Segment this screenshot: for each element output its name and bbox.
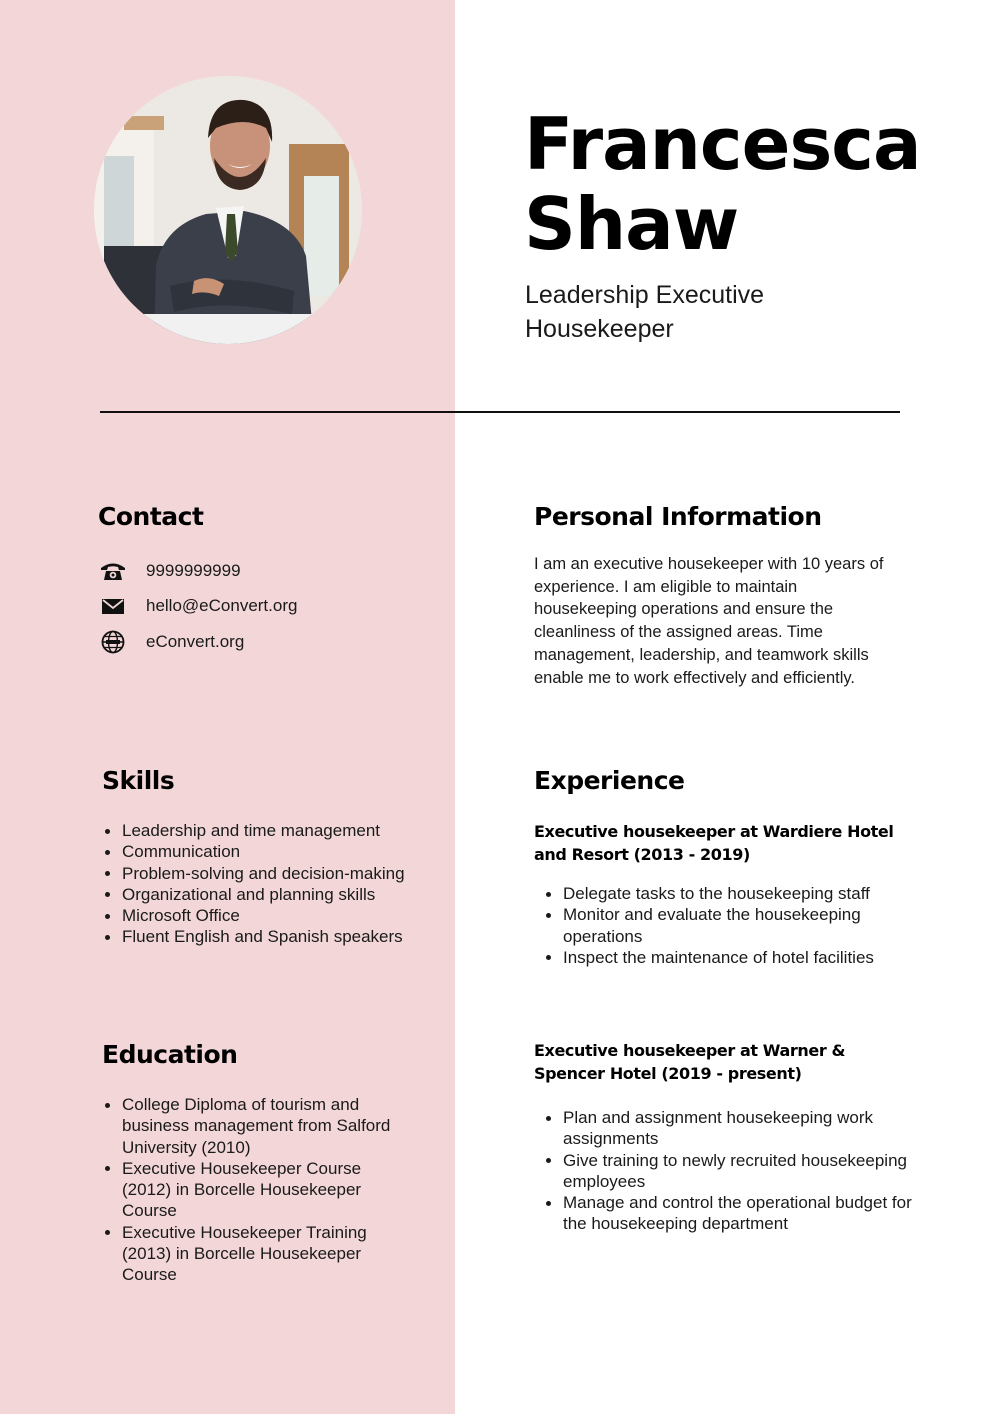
personal-info-text: I am an executive housekeeper with 10 years of experience. I am eligible to maintain housekeeping operations and ensure the cleanliness of the assigned areas. Time management, leadership, and teamwork skills enable me to work effectively and efficiently.: [534, 555, 884, 687]
skill-item: Problem-solving and decision-making: [102, 863, 442, 884]
phone-number[interactable]: 9999999999: [146, 560, 241, 580]
full-name: [524, 104, 921, 264]
duty-item: Give training to newly recruited housekeeping employees: [543, 1150, 913, 1193]
duty-item: Inspect the maintenance of hotel facilities: [543, 947, 913, 968]
skills-list: [102, 820, 442, 948]
experience-job-title: Executive housekeeper at Wardiere Hotel and Resort (2013 - 2019): [534, 822, 894, 864]
skill-item: Communication: [102, 841, 442, 862]
job-title-line1: Leadership Executive: [525, 281, 765, 309]
duty-item: Plan and assignment housekeeping work assignments: [543, 1107, 913, 1150]
education-item: Executive Housekeeper Course (2012) in Borcelle Housekeeper Course: [102, 1158, 402, 1222]
contact-website: [100, 624, 297, 660]
job-title: [525, 278, 845, 346]
experience-duties-list: [543, 1107, 913, 1235]
experience-job-title: Executive housekeeper at Warner & Spencer Hotel (2019 - present): [534, 1041, 846, 1083]
skills-heading: Skills: [102, 766, 175, 795]
education-list: [102, 1094, 402, 1286]
experience-heading: Experience: [534, 766, 685, 795]
contact-email: [100, 589, 297, 625]
education-heading: Education: [102, 1040, 238, 1069]
duty-item: Delegate tasks to the housekeeping staff: [543, 883, 913, 904]
duty-item: Monitor and evaluate the housekeeping operations: [543, 904, 913, 947]
contact-phone: [100, 553, 297, 589]
globe-icon: [100, 631, 126, 653]
contact-list: [100, 553, 297, 660]
first-name: Francesca: [524, 102, 921, 186]
education-item: Executive Housekeeper Training (2013) in Borcelle Housekeeper Course: [102, 1222, 402, 1286]
skill-item: Organizational and planning skills: [102, 884, 442, 905]
education-item: College Diploma of tourism and business management from Salford University (2010): [102, 1094, 402, 1158]
header-divider: [100, 411, 900, 413]
phone-icon: [100, 560, 126, 582]
portrait-illustration: [94, 76, 362, 344]
skill-item: Leadership and time management: [102, 820, 442, 841]
job-title-line2: Housekeeper: [525, 315, 674, 343]
contact-heading: Contact: [98, 502, 204, 531]
profile-photo: [94, 76, 362, 344]
skill-item: Fluent English and Spanish speakers: [102, 926, 442, 947]
duty-item: Manage and control the operational budget for the housekeeping department: [543, 1192, 913, 1235]
experience-duties-list: [543, 883, 913, 968]
personal-info-heading: Personal Information: [534, 502, 822, 531]
website-link[interactable]: eConvert.org: [146, 631, 245, 651]
email-icon: [100, 595, 126, 617]
skill-item: Microsoft Office: [102, 905, 442, 926]
email-address[interactable]: hello@eConvert.org: [146, 596, 298, 616]
last-name: Shaw: [524, 182, 739, 266]
